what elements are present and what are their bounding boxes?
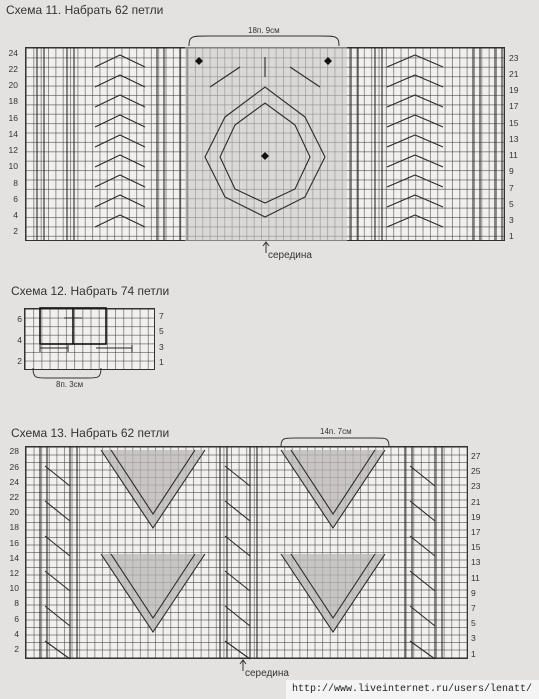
row-number: 16 [8,112,18,123]
row-number: 18 [8,96,18,107]
row-number: 25 [471,466,481,477]
scheme-13-title: Схема 13. Набрать 62 петли [11,426,170,440]
row-number: 8 [13,177,18,188]
row-number: 15 [471,542,481,553]
scheme-11-width-bracket [188,34,340,48]
row-number: 10 [8,161,18,172]
row-number: 1 [159,357,164,368]
row-number: 1 [471,648,476,659]
scheme-12-cable-symbols [24,308,155,370]
row-number: 28 [9,446,19,457]
row-number: 21 [509,68,519,79]
row-number: 21 [471,496,481,507]
row-number: 9 [471,587,476,598]
row-number: 12 [8,145,18,156]
row-number: 2 [17,355,22,366]
row-number: 23 [509,52,519,63]
row-number: 27 [471,450,481,461]
row-number: 22 [8,63,18,74]
row-number: 7 [159,310,164,321]
scheme-12-title: Схема 12. Набрать 74 петли [11,284,170,298]
row-number: 14 [9,552,19,563]
row-number: 3 [509,215,514,226]
scheme-13-middle-label: середина [245,668,289,679]
row-number: 17 [509,101,519,112]
scheme-13-width-label: 14п. 7см [320,427,352,436]
row-number: 1 [509,231,514,242]
row-number: 6 [13,193,18,204]
scheme-11-title: Схема 11. Набрать 62 петли [6,3,164,17]
row-number: 13 [509,133,519,144]
row-number: 3 [471,633,476,644]
row-number: 18 [9,522,19,533]
row-number: 20 [8,80,18,91]
row-number: 16 [9,537,19,548]
row-number: 24 [9,476,19,487]
row-number: 5 [159,326,164,337]
row-number: 22 [9,491,19,502]
row-number: 4 [13,210,18,221]
scheme-11-width-label: 18п. 9см [248,26,280,35]
row-number: 24 [8,47,18,58]
row-number: 11 [471,572,480,583]
row-number: 17 [471,526,481,537]
row-number: 23 [471,481,481,492]
row-number: 6 [14,613,19,624]
row-number: 10 [9,583,19,594]
footer-url[interactable]: http://www.liveinternet.ru/users/lenatt/ [292,684,533,695]
row-number: 20 [9,507,19,518]
scheme-11-cable-symbols [25,47,505,241]
row-number: 5 [509,198,514,209]
row-number: 2 [13,226,18,237]
row-number: 5 [471,618,476,629]
row-number: 8 [14,598,19,609]
row-number: 19 [471,511,481,522]
row-number: 4 [14,628,19,639]
row-number: 9 [509,166,514,177]
row-number: 11 [509,150,518,161]
row-number: 15 [509,117,519,128]
row-number: 26 [9,461,19,472]
row-number: 12 [9,568,19,579]
row-number: 13 [471,557,481,568]
row-number: 14 [8,128,18,139]
row-number: 4 [17,335,22,346]
scheme-12-width-label: 8п. 3см [56,380,84,389]
row-number: 2 [14,644,19,655]
scheme-13-cable-symbols [25,446,468,659]
row-number: 19 [509,85,519,96]
row-number: 7 [471,603,476,614]
row-number: 3 [159,341,164,352]
scheme-11-middle-label: середина [268,250,312,261]
row-number: 6 [17,314,22,325]
row-number: 7 [509,182,514,193]
scheme-12-width-bracket [32,368,102,380]
